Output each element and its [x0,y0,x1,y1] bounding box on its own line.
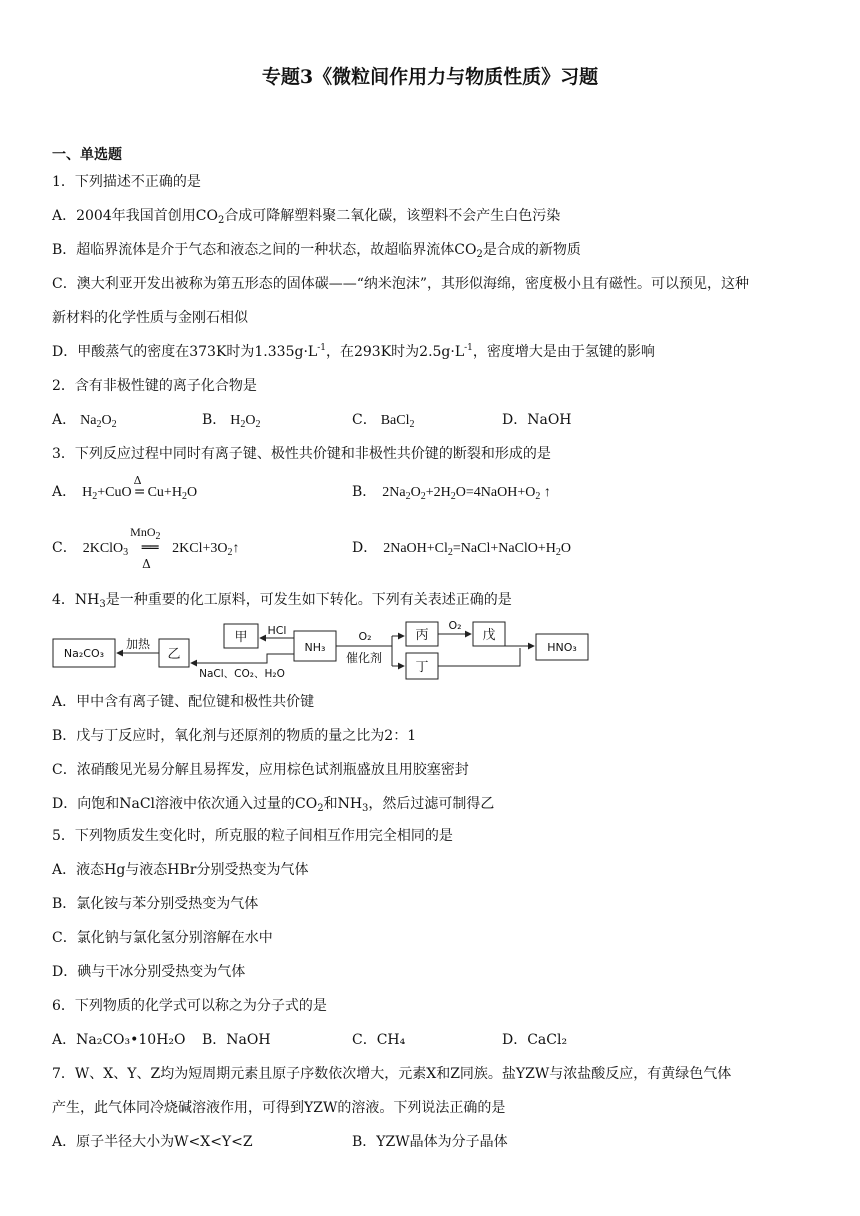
q3-b-label: B． [352,484,377,500]
diagram-yi: 乙 [167,647,181,662]
diagram-na2co3: Na₂CO₃ [63,647,105,660]
q4-d-text-2: 和NH [323,796,363,812]
section-heading: 一、单选题 [52,147,122,163]
q4-stem: 4．$NH_3$是一种重要的化工原料，可发生如下转化。下列有关表述正确的是 [52,592,512,610]
q3-c-delta: Δ [142,557,151,571]
q3-a-label: A． [52,484,77,500]
q3-a-delta: Δ [133,474,142,487]
q2-option-c: C． BaCl$_2$ [352,412,415,430]
q1-b-text-2: 是合成的新物质 [482,242,581,258]
q2-c-label: C． [352,412,377,428]
q3-c-label: C． [52,540,77,556]
q2-option-b: B． $H_2O_2$ [202,412,261,430]
q1-option-d: D．甲酸蒸气的密度在373K时为$1.335g\cdot L^{-1}$，在293K时为$2.5g\cdot L^{-1}$，密度增大是由于氢键的影响 [52,343,655,360]
q1-d-text-1: D．甲酸蒸气的密度在373K时为1.335g·L [52,344,318,360]
q2-b-label: B． [202,412,227,428]
q2-option-d: D．NaOH [502,412,572,428]
q5-stem: 5．下列物质发生变化时，所克服的粒子间相互作用完全相同的是 [52,828,453,844]
diagram-hcl: HCl [267,624,287,637]
q4-option-a: A．甲中含有离子键、配位键和极性共价键 [52,694,315,710]
q4-option-c: C．浓硝酸见光易分解且易挥发，应用棕色试剂瓶盛放且用胶塞密封 [52,762,469,778]
diagram-wu: 戊 [482,628,496,643]
q4-stem-text-1: 4．NH [52,592,100,608]
q3-option-b: B． $2Na_2O_2+2H_2O=4NaOH+O_2$ ↑ [352,484,551,502]
q7-stem-line1: 7．W、X、Y、Z均为短周期元素且原子序数依次增大，元素X和Z同族。盐YZW与浓盐酸反应，有黄绿色气体 [52,1066,732,1082]
q4-option-d: D．向饱和NaCl溶液中依次通入过量的$CO_2$和$NH_3$，然后过滤可制得乙 [52,796,495,814]
q3-d-label: D． [352,540,378,556]
diagram-heat: 加热 [125,637,151,651]
page-title: 专题3《微粒间作用力与物质性质》习题 [261,66,599,88]
q7-option-a: A．原子半径大小为W<X<Y<Z [52,1134,253,1150]
q1-d-text-3: ，密度增大是由于氢键的影响 [472,344,655,360]
q5-option-b: B．氯化铵与苯分别受热变为气体 [52,896,259,912]
diagram-reagents: NaCl、CO₂、H₂O [199,668,285,680]
q3-option-c: C． 2KClO$_3$ MnO$_2$ ══ Δ $2KCl+3O_2↑$ [52,538,240,559]
q2-a-label: A． [52,412,77,428]
q3-option-a: A． $H_2+CuO$ Δ = $Cu+H_2O$ [52,482,197,503]
conversion-diagram [52,616,592,682]
q5-option-d: D．碘与干冰分别受热变为气体 [52,964,246,980]
q2-stem: 2．含有非极性键的离子化合物是 [52,378,257,394]
q1-stem: 1．下列描述不正确的是 [52,174,201,190]
q7-option-b: B．YZW晶体为分子晶体 [352,1134,508,1150]
q1-option-a: A．2004年我国首创用$CO_2$合成可降解塑料聚二氧化碳，该塑料不会产生白色污染 [52,208,561,226]
diagram-catalyst: 催化剂 [345,651,383,665]
q6-option-a: A．Na₂CO₃•10H₂O [52,1032,186,1048]
q6-option-b: B．NaOH [202,1032,271,1048]
q3-c-catalyst: MnO [130,525,156,539]
q1-d-text-2: ，在293K时为2.5g·L [325,344,465,360]
q1-a-text-1: A．2004年我国首创用CO [52,208,218,224]
diagram-jia: 甲 [234,630,248,645]
q4-option-b: B．戊与丁反应时，氧化剂与还原剂的物质的量之比为2：1 [52,728,417,744]
q7-stem-line2: 产生，此气体同冷烧碱溶液作用，可得到YZW的溶液。下列说法正确的是 [52,1100,506,1116]
diagram-hno3: HNO₃ [547,641,577,654]
diagram-bing: 丙 [415,628,429,643]
q6-option-c: C．CH₄ [352,1032,406,1048]
q4-d-text-1: D．向饱和NaCl溶液中依次通入过量的CO [52,796,318,812]
q5-option-c: C．氯化钠与氯化氢分别溶解在水中 [52,930,273,946]
q2-option-a: A． $Na_2O_2$ [52,412,117,430]
diagram-ding: 丁 [415,660,429,675]
q1-b-text-1: B．超临界流体是介于气态和液态之间的一种状态，故超临界流体CO [52,242,477,258]
q3-option-d: D． $2NaOH+Cl_2=NaCl+NaClO+H_2O$ [352,540,572,558]
q5-option-a: A．液态Hg与液态HBr分别受热变为气体 [52,862,309,878]
q1-a-text-2: 合成可降解塑料聚二氧化碳，该塑料不会产生白色污染 [224,208,561,224]
q6-option-d: D．CaCl₂ [502,1032,568,1048]
q1-option-c-line2: 新材料的化学性质与金刚石相似 [52,310,248,326]
diagram-o2-b: O₂ [448,619,462,632]
q1-option-b: B．超临界流体是介于气态和液态之间的一种状态，故超临界流体$CO_2$是合成的新物质 [52,242,581,260]
diagram-o2-a: O₂ [358,630,372,643]
q6-stem: 6．下列物质的化学式可以称之为分子式的是 [52,998,327,1014]
q4-d-text-3: ，然后过滤可制得乙 [368,796,495,812]
q4-stem-text-2: 是一种重要的化工原料，可发生如下转化。下列有关表述正确的是 [105,592,512,608]
diagram-nh3: NH₃ [304,641,326,654]
q3-stem: 3．下列反应过程中同时有离子键、极性共价键和非极性共价键的断裂和形成的是 [52,446,551,462]
q1-option-c-line1: C．澳大利亚开发出被称为第五形态的固体碳——“纳米泡沫”，其形似海绵，密度极小且有磁性。可以预见，这种 [52,276,750,292]
